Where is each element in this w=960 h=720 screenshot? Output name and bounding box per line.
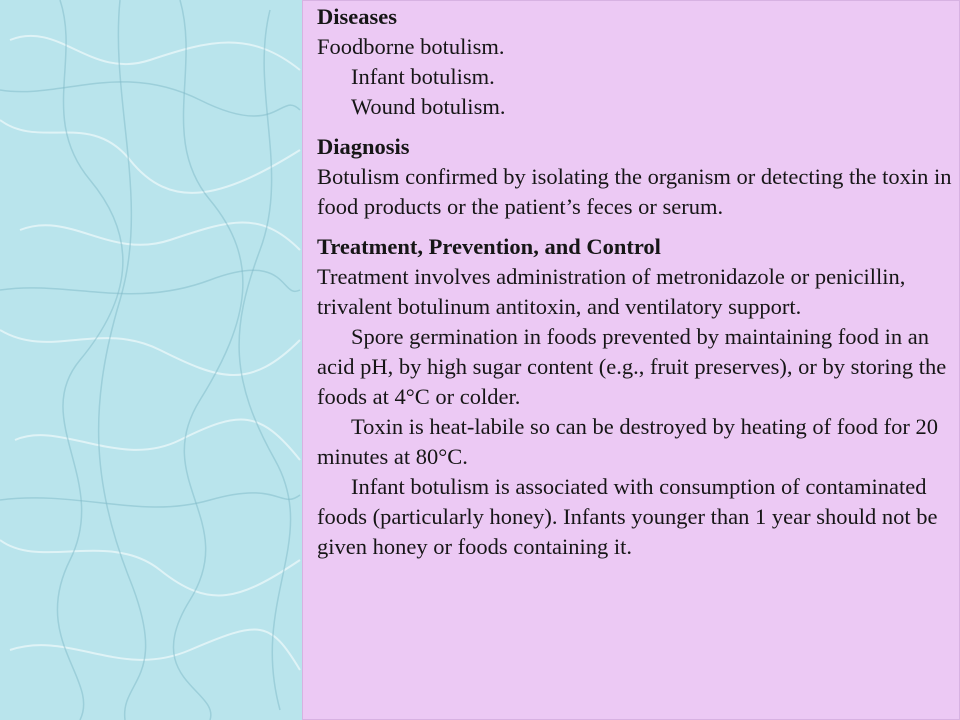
- infant-botulism-paragraph: Infant botulism is associated with consumption of contaminated foods (particularly honey). Infants younger than 1 year should not be given honey or foods containing it.: [317, 474, 938, 559]
- prevention-paragraph: Spore germination in foods prevented by maintaining food in an acid pH, by high sugar content (e.g., fruit preserves), or by storing the foods at 4°C or colder.: [317, 324, 947, 409]
- diseases-heading: Diseases: [317, 4, 397, 29]
- disease-item: Foodborne botulism.: [317, 34, 505, 59]
- treatment-paragraph: Treatment involves administration of metronidazole or penicillin, trivalent botulinum antitoxin, and ventilatory support.: [317, 264, 906, 319]
- treatment-heading: Treatment, Prevention, and Control: [317, 234, 661, 259]
- diagnosis-heading: Diagnosis: [317, 134, 410, 159]
- document-page: [302, 0, 960, 720]
- diagnosis-paragraph: Botulism confirmed by isolating the organism or detecting the toxin in food products or the patient’s feces or serum.: [317, 164, 952, 219]
- toxin-paragraph: Toxin is heat-labile so can be destroyed by heating of food for 20 minutes at 80°C.: [317, 414, 939, 469]
- disease-item: Wound botulism.: [351, 94, 506, 119]
- document-content: [317, 2, 957, 562]
- disease-item: Infant botulism.: [351, 64, 495, 89]
